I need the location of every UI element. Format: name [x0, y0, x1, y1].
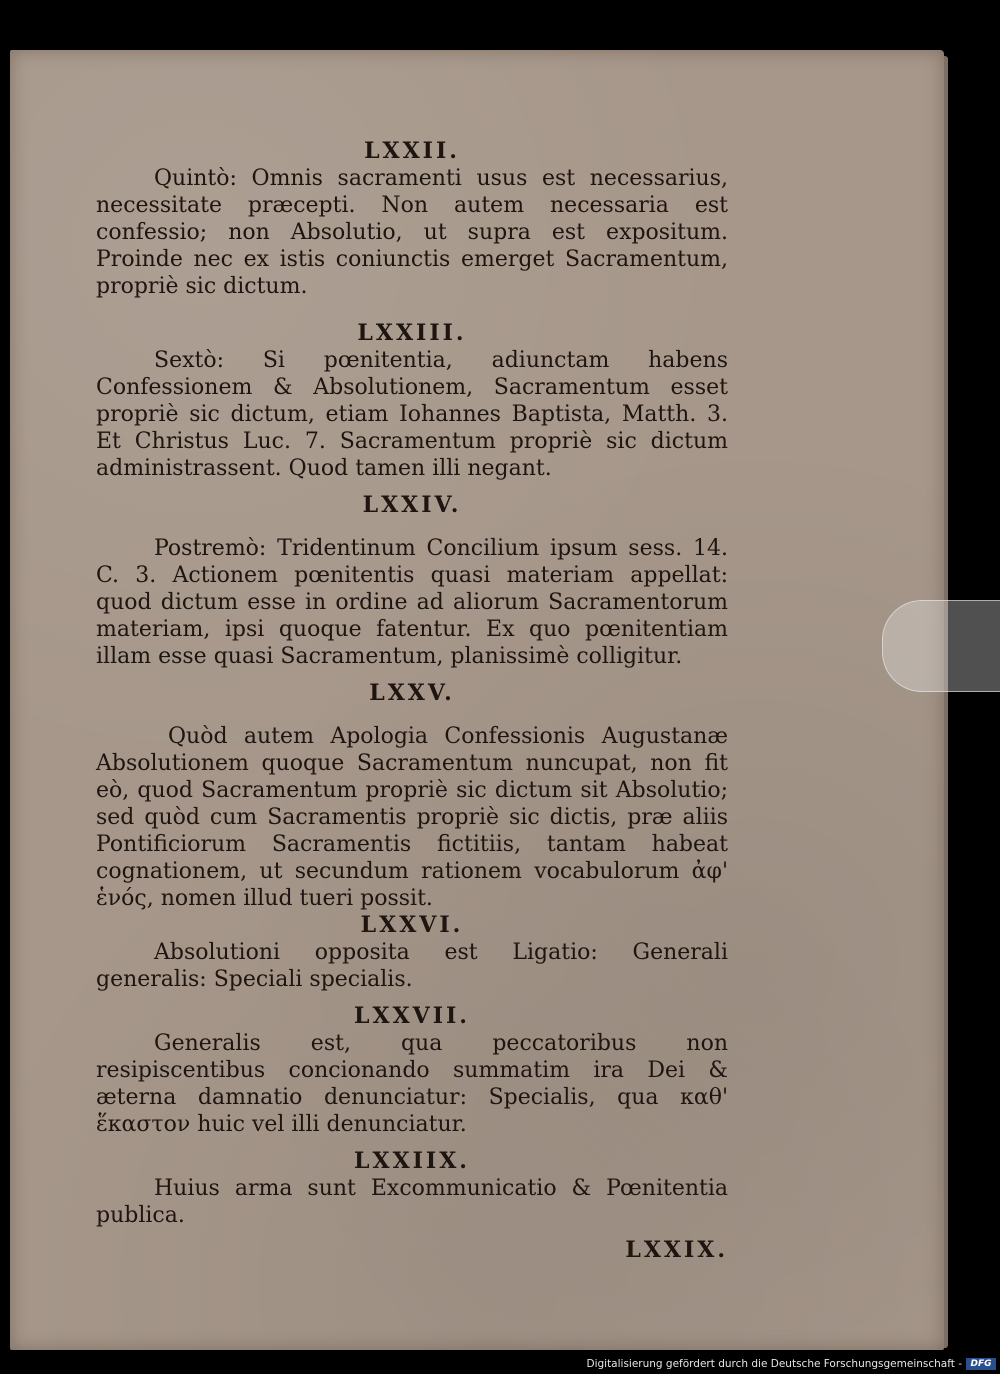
section-paragraph-lxxvi: Absolutioni opposita est Ligatio: Generali generalis: Speciali specialis. [96, 940, 728, 992]
section-heading-lxxvii: LXXVII. [354, 1003, 470, 1029]
section-paragraph-lxxii: Quintò: Omnis sacramenti usus est necessarius, necessitate præcepti. Non autem necessaria est confessio; non Absolutio, ut supra est expositum. Proinde nec ex istis coniunctis emerget Sacramentum, propriè sic dictum. [96, 166, 728, 299]
section-paragraph-lxxiv: Postremò: Tridentinum Concilium ipsum sess. 14. C. 3. Actionem pœnitentis quasi materiam appellat: quod dictum esse in ordine ad aliorum Sacramentorum materiam, ipsi quoque fatentur. Ex quo pœnitentiam illam esse quasi Sacramentum, planissimè colligitur. [96, 536, 728, 669]
catchword: LXXIX. [625, 1237, 728, 1263]
section-paragraph-lxxiix: Huius arma sunt Excommunicatio & Pœnitentia publica. [96, 1176, 728, 1228]
page-text [96, 138, 728, 1264]
section-heading-lxxii: LXXII. [364, 138, 460, 164]
section-heading-lxxiv: LXXIV. [362, 492, 462, 518]
section-heading-lxxv: LXXV. [369, 680, 455, 706]
footer-credit: Digitalisierung gefördert durch die Deutsche Forschungsgemeinschaft - [586, 1358, 962, 1370]
page-tab-marker [882, 600, 1000, 692]
section-paragraph-lxxiii: Sextò: Si pœnitentia, adiunctam habens Confessionem & Absolutionem, Sacramentum esset propriè sic dictum, etiam Iohannes Baptista, Matth. 3. Et Christus Luc. 7. Sacramentum propriè sic dictum administrassent. Quod tamen illi negant. [96, 348, 728, 481]
section-paragraph-lxxvii: Generalis est, qua peccatoribus non resipiscentibus concionando summatim ira Dei & æterna damnatio denunciatur: Specialis, qua καθ' ἕκαστον huic vel illi denunciatur. [96, 1031, 728, 1137]
section-heading-lxxiix: LXXIIX. [354, 1148, 470, 1174]
dfg-logo: DFG [966, 1358, 996, 1370]
section-paragraph-lxxv: Quòd autem Apologia Confessionis Augustanæ Absolutionem quoque Sacramentum nuncupat, non fit eò, quod Sacramentum propriè sic dictum sit Absolutio; sed quòd cum Sacramentis propriè sic dictis, præ aliis Pontificiorum Sacramentis fictitiis, tantam habeat cognationem, ut secundum rationem vocabulorum ἀφ' ἑνός, nomen illud tueri possit. [96, 724, 728, 911]
section-heading-lxxiii: LXXIII. [357, 320, 467, 346]
section-heading-lxxvi: LXXVI. [360, 912, 464, 938]
